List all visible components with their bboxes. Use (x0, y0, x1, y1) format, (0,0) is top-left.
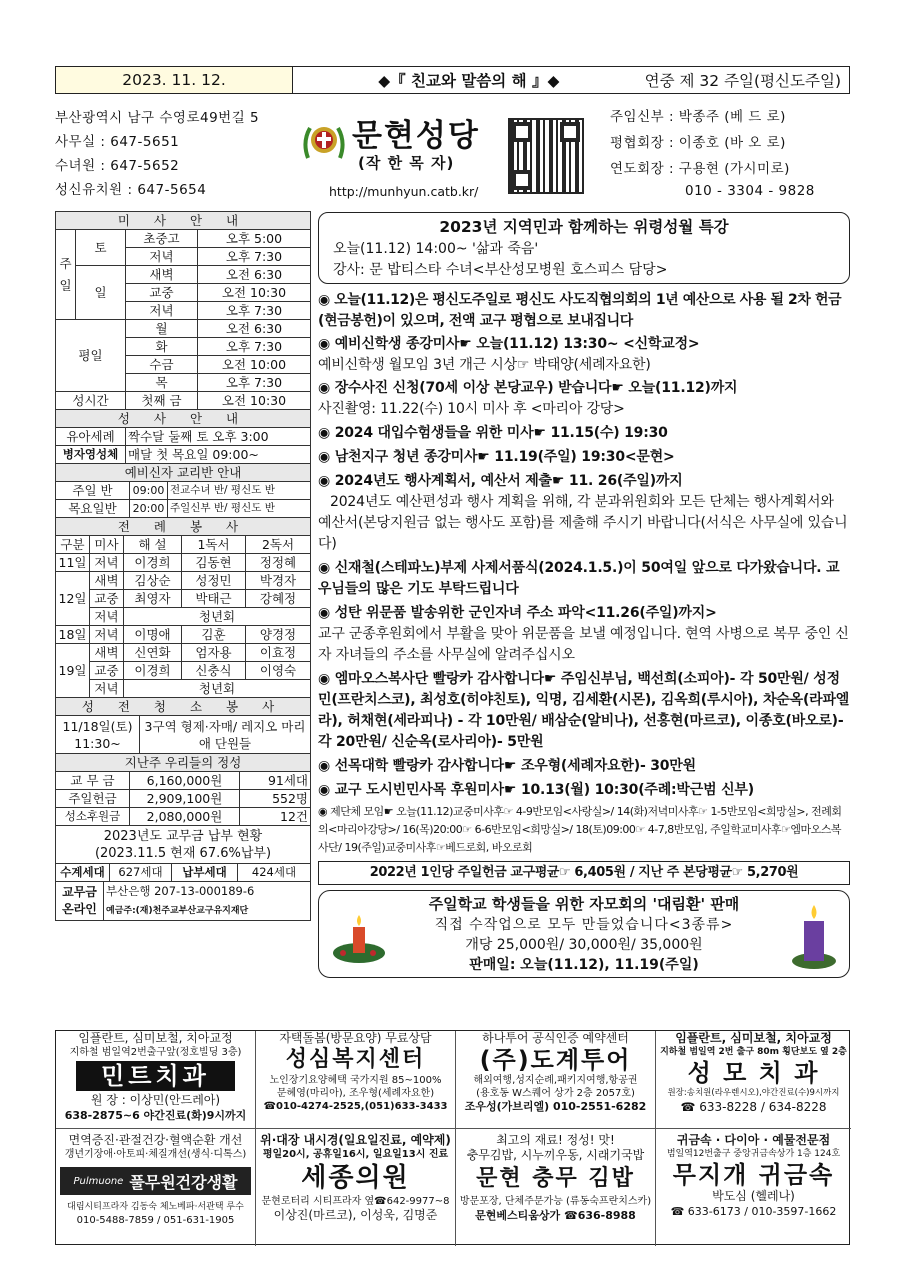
saturday-label: 토 (76, 230, 126, 266)
liturgy-commentator: 이명애 (124, 626, 182, 644)
ad-line: 조우성(가브리엘) 010-2551-6282 (464, 1100, 647, 1113)
cleaning-title: 성 전 청 소 봉 사 (56, 698, 311, 716)
ad-line: 충무김밥, 시누끼우동, 시래기국밥 (466, 1148, 645, 1162)
infant-baptism-label: 유아세례 (56, 428, 126, 446)
catechumen-title: 예비신자 교리반 안내 (56, 464, 311, 482)
sale-title: 주일학교 학생들을 위한 자모회의 '대림환' 판매 (428, 895, 740, 913)
mass-name: 화 (126, 338, 198, 356)
news-item: ◉ 제단체 모임☛ 오늘(11.12)교중미사후☞ 4-9반모임<사랑실>/ 14(화)저녁미사후☞ 1-5반모임<희망실>, 전례회의<마리아강당>/ 16(목)20:00☞ 6-6반모임<희망실>/ 18(토)09:00☞ 4-7,8반모임, 주일학교미사후☞엠마오스복사단/ 19(주일)교중미사후☞베드로회, 바오로회 (318, 805, 842, 854)
liturgy-reader2: 양경정 (246, 626, 311, 644)
ad-line: 지하철 범일역 2번 출구 80m 횡단보도 옆 2층 (660, 1047, 847, 1057)
ad-line: 원장:송치원(라우렌시오),야간진료(수)9시까지 (667, 1088, 840, 1098)
news-column (318, 212, 850, 978)
liturgy-commentator: 청년회 (124, 680, 311, 698)
advertisements (55, 1030, 850, 1245)
liturgy-reader2: 정정혜 (246, 554, 311, 572)
ad-line: 이상진(마르코), 이성욱, 김명준 (273, 1208, 438, 1222)
paid-count: 424세대 (238, 864, 311, 882)
ad-pulmuone[interactable] (56, 1129, 256, 1246)
federation-president: 연도회장 : 구용현 (가시미로) (610, 161, 790, 177)
holy-hour-label: 성시간 (56, 392, 126, 410)
ad-mint-dental[interactable] (56, 1031, 256, 1129)
ad-line: 갱년기장애·아토피·체질개선(생식·디톡스) (64, 1149, 247, 1160)
catechumen-time: 20:00 (130, 500, 168, 518)
online-info (104, 882, 311, 921)
liturgy-reader2: 강혜정 (246, 590, 311, 608)
parish-emblem-icon (300, 118, 348, 166)
bank-account: 부산은행 207-13-000189-6 (106, 884, 255, 898)
dues-status-title: 2023년도 교무금 납부 현황 (103, 828, 263, 844)
news-item: ◉ 장수사진 신청(70세 이상 본당교우) 받습니다☛ 오늘(11.12)까지 (318, 380, 738, 396)
ad-line: 자택돌봄(방문요양) 무료상담 (279, 1031, 432, 1045)
pulmuone-logo-icon: Pulmuone (73, 1175, 124, 1187)
sale-price: 개당 25,000원/ 30,000원/ 35,000원 (465, 937, 703, 953)
lecture-title: 2023년 지역민과 함께하는 위령성월 특강 (439, 218, 729, 236)
ad-seongmo-dental[interactable] (656, 1031, 851, 1129)
ad-line: 010-5488-7859 / 051-631-1905 (76, 1215, 235, 1226)
news-item: ◉ 2024년도 행사계획서, 예산서 제출☛ 11. 26(주일)까지 (318, 473, 683, 489)
pastor: 주임신부 : 박종주 (베 드 로) (610, 109, 786, 125)
account-holder: 예금주:(재)천주교부산교구유지재단 (106, 906, 249, 916)
news-item: ◉ 성탄 위문품 발송위한 군인자녀 주소 파악<11.26(주일)까지> (318, 605, 717, 621)
liturgy-commentator: 신연화 (124, 644, 182, 662)
liturgy-reader1: 김동현 (182, 554, 246, 572)
holy-hour-time: 오전 10:30 (198, 392, 311, 410)
liturgy-mass: 저녁 (90, 626, 124, 644)
mass-time: 오후 5:00 (198, 230, 311, 248)
year-theme: ◆『 친교와 말씀의 해 』◆ (378, 72, 560, 90)
liturgy-mass: 저녁 (90, 680, 124, 698)
dues-status-sub: (2023.11.5 현재 67.6%납부) (94, 845, 272, 861)
liturgy-reader1: 엄자용 (182, 644, 246, 662)
ad-name: 무지개 귀금속 (672, 1161, 835, 1189)
mass-time: 오후 7:30 (198, 302, 311, 320)
lecture-banner (318, 212, 850, 284)
ad-line: 박도심 (헬레나) (712, 1189, 795, 1203)
sunday-group-label: 주일 (56, 230, 76, 320)
advent-wreath-sale (318, 890, 850, 978)
sick-communion-value: 매달 첫 목요일 09:00~ (126, 446, 311, 464)
ad-line: 최고의 재료! 정성! 맛! (496, 1133, 615, 1147)
mass-time: 오후 7:30 (198, 338, 311, 356)
ad-chungmu-gimbap[interactable] (456, 1129, 656, 1246)
office-phone: 사무실 : 647-5651 (55, 134, 180, 150)
holy-hour-day: 첫째 금 (126, 392, 198, 410)
liturgy-mass: 교중 (90, 590, 124, 608)
parish-contact (55, 106, 295, 202)
ad-line: 노인장기요양혜택 국가지원 85~100% (269, 1075, 442, 1086)
offering-count: 552명 (240, 790, 311, 808)
offering-count: 91세대 (240, 772, 311, 790)
left-column (55, 211, 311, 921)
council-president: 평협회장 : 이종호 (바 오 로) (610, 135, 786, 151)
parish-address: 부산광역시 남구 수영로49번길 5 (55, 110, 260, 126)
mass-title: 미 사 안 내 (56, 212, 311, 230)
liturgy-reader1: 박태근 (182, 590, 246, 608)
cleaning-desc: 3구역 형제·자매/ 레지오 마리애 단원들 (140, 716, 311, 754)
catechumen-table (55, 481, 311, 518)
liturgy-commentator: 이경희 (124, 662, 182, 680)
liturgy-table (55, 517, 311, 716)
news-item: ◉ 2024 대입수험생들을 위한 미사☛ 11.15(수) 19:30 (318, 425, 668, 441)
sick-communion-label: 병자영성체 (56, 446, 126, 464)
liturgical-week: 연중 제 32 주일(평신도주일) (644, 72, 841, 90)
liturgy-header: 미사 (90, 536, 124, 554)
liturgy-reader1: 김훈 (182, 626, 246, 644)
sunday-label: 일 (76, 266, 126, 320)
ad-name: 풀무원건강생활 (129, 1172, 238, 1192)
offering-count: 12건 (240, 808, 311, 826)
mass-name: 저녁 (126, 248, 198, 266)
news-item: 예비신학생 월모임 3년 개근 시상☞ 박태양(세례자요한) (318, 357, 651, 373)
ad-rainbow-jewelry[interactable] (656, 1129, 851, 1246)
ad-line: ☎010-4274-2525,(051)633-3433 (263, 1101, 448, 1112)
catechumen-desc: 전교수녀 반/ 평신도 반 (168, 482, 311, 500)
mass-name: 목 (126, 374, 198, 392)
ad-line: 평일20시, 공휴일16시, 일요일13시 진료 (262, 1149, 449, 1160)
liturgy-reader1: 신충식 (182, 662, 246, 680)
liturgy-header: 2독서 (246, 536, 311, 554)
convent-phone: 수녀원 : 647-5652 (55, 158, 180, 174)
lecture-time: 오늘(11.12) 14:00~ '삶과 죽음' (333, 241, 539, 257)
liturgy-header: 구분 (56, 536, 90, 554)
mass-name: 초중고 (126, 230, 198, 248)
ad-line: 원 장 : 이상민(안드레아) (90, 1093, 221, 1107)
registered-count: 627세대 (110, 864, 172, 882)
news-item: ◉ 선목대학 빨랑카 감사합니다☛ 조우형(세례자요한)- 30만원 (318, 758, 696, 774)
offering-amount: 2,080,000원 (130, 808, 240, 826)
liturgy-commentator: 김상순 (124, 572, 182, 590)
cleaning-date: 11/18일(토) 11:30~ (56, 716, 140, 754)
ad-name: 성 모 치 과 (687, 1058, 820, 1087)
liturgy-title: 전 례 봉 사 (56, 518, 311, 536)
sacraments-title: 성 사 안 내 (56, 410, 311, 428)
news-item: ◉ 오늘(11.12)은 평신도주일로 평신도 사도직협의회의 1년 예산으로 사용 될 2차 헌금(현금봉헌)이 있으며, 전액 교구 평협으로 보내집니다 (318, 292, 842, 329)
ad-line: 대림시티프라자 김동숙 체노베파·서관택 루수 (67, 1202, 244, 1212)
mass-name: 수금 (126, 356, 198, 374)
mass-time: 오전 6:30 (198, 266, 311, 284)
news-item: 사진촬영: 11.22(수) 10시 미사 후 <마리아 강당> (318, 401, 625, 417)
ad-line: 방문포장, 단체주문가능 (류동숙프란치스카) (459, 1196, 652, 1207)
liturgy-mass: 새벽 (90, 644, 124, 662)
ad-line: 지하철 범일역2번출구앞(정호빌딩 3층) (69, 1047, 242, 1058)
parish-name: 문현성당 (352, 118, 480, 154)
liturgy-mass: 저녁 (90, 608, 124, 626)
sale-desc: 직접 수작업으로 모두 만들었습니다<3종류> (434, 917, 734, 933)
liturgy-mass: 새벽 (90, 572, 124, 590)
offering-amount: 2,909,100원 (130, 790, 240, 808)
ad-line: (용호동 W스퀘어 상가 2층 2057호) (476, 1088, 635, 1099)
title-bar (55, 66, 850, 94)
advent-wreath-icon (329, 907, 389, 967)
offering-average: 2022년 1인당 주일헌금 교구평균☞ 6,405원 / 지난 주 본당평균☞ 5,270원 (318, 861, 850, 885)
ad-line: ☎ 633-8228 / 634-8228 (680, 1100, 827, 1114)
offering-table (55, 771, 311, 864)
liturgy-mass: 저녁 (90, 554, 124, 572)
liturgy-day: 19일 (56, 644, 90, 698)
ad-line: 위·대장 내시경(일요일진료, 예약제) (260, 1133, 451, 1147)
liturgy-mass: 교중 (90, 662, 124, 680)
offering-title: 지난주 우리들의 정성 (56, 754, 311, 772)
ad-line: 면역증진·관절건강·혈액순환 개선 (68, 1133, 243, 1147)
ad-line: 귀금속 · 다이아 · 예물전문점 (676, 1133, 831, 1147)
paid-label: 납부세대 (172, 864, 238, 882)
news-item: 2024년도 예산편성과 행사 계획을 위해, 각 분과위원회와 모든 단체는 행사계획서와 예산서(본당지원금 없는 행사도 포함)를 제출해 주시기 바랍니다(서식은 사무실에 있습니다) (318, 494, 848, 552)
bulletin-date: 2023. 11. 12. (56, 67, 293, 93)
offering-label: 주일헌금 (56, 790, 130, 808)
mass-time: 오후 7:30 (198, 374, 311, 392)
liturgy-reader2: 이영숙 (246, 662, 311, 680)
mass-name: 저녁 (126, 302, 198, 320)
mass-name: 새벽 (126, 266, 198, 284)
liturgy-reader2: 박경자 (246, 572, 311, 590)
dues-households (55, 863, 311, 882)
ad-line: 문현베스티움상가 ☎636-8988 (475, 1209, 636, 1222)
infant-baptism-value: 짝수달 둘째 토 오후 3:00 (126, 428, 311, 446)
purple-candle-icon (789, 901, 839, 971)
dues-status (56, 826, 311, 864)
online-label: 교무금 온라인 (56, 882, 104, 921)
mass-time: 오전 6:30 (198, 320, 311, 338)
liturgy-commentator: 청년회 (124, 608, 311, 626)
liturgy-reader1: 성정민 (182, 572, 246, 590)
mass-name: 월 (126, 320, 198, 338)
ad-name: 민트치과 (76, 1061, 235, 1091)
qr-code-icon[interactable] (508, 118, 584, 194)
catechumen-time: 09:00 (130, 482, 168, 500)
news-item: ◉ 신재철(스테파노)부제 사제서품식(2024.1.5.)이 50여일 앞으로 다가왔습니다. 교우님들의 많은 기도 부탁드립니다 (318, 560, 840, 597)
liturgy-commentator: 이경희 (124, 554, 182, 572)
liturgy-day: 12일 (56, 572, 90, 626)
kindergarten-phone: 성신유치원 : 647-5654 (55, 182, 207, 198)
federation-phone: 010 - 3304 - 9828 (685, 183, 815, 199)
liturgy-day: 18일 (56, 626, 90, 644)
ad-line: 638-2875~6 야간진료(화)9시까지 (64, 1109, 247, 1122)
liturgy-commentator: 최영자 (124, 590, 182, 608)
liturgy-header: 1독서 (182, 536, 246, 554)
ad-seongsim-welfare[interactable] (256, 1031, 456, 1129)
news-item: ◉ 남천지구 청년 종강미사☛ 11.19(주일) 19:30<문현> (318, 449, 675, 465)
ad-dogye-tour[interactable] (456, 1031, 656, 1129)
ad-sejong-clinic[interactable] (256, 1129, 456, 1246)
news-item: ◉ 예비신학생 종강미사☛ 오늘(11.12) 13:30~ <신학교정> (318, 336, 700, 352)
weekday-label: 평일 (56, 320, 126, 392)
ad-name: 문현 충무 김밥 (476, 1166, 635, 1191)
ad-line: 임플란트, 심미보철, 치아교정 (675, 1031, 832, 1045)
catechumen-desc: 주일신부 반/ 평신도 반 (168, 500, 311, 518)
ad-line: 문혜영(마리아), 조우형(세례자요한) (276, 1088, 435, 1099)
liturgy-day: 11일 (56, 554, 90, 572)
mass-schedule (55, 211, 311, 482)
offering-amount: 6,160,000원 (130, 772, 240, 790)
lecture-speaker: 강사: 문 밥티스타 수녀<부산성모병원 호스피스 담당> (333, 262, 668, 278)
mass-time: 오전 10:00 (198, 356, 311, 374)
news-item: 교구 군종후원회에서 부활을 맞아 위문품을 보낼 예정입니다. 현역 사병으로 복무 중인 신자 자녀들의 주소를 사무실에 알려주십시오 (318, 626, 849, 663)
offering-label: 성소후원금 (56, 808, 130, 826)
ad-line: 하나투어 공식인증 예약센터 (482, 1031, 629, 1045)
ad-name: 세종의원 (301, 1163, 410, 1193)
ad-line: 해외여행,성지순례,패키지여행,항공권 (473, 1075, 638, 1086)
mass-name: 교중 (126, 284, 198, 302)
parish-officers (610, 104, 850, 200)
news-item: ◉ 엠마오스복사단 빨랑카 감사합니다☛ 주임신부님, 백선희(소피아)- 각 50만원/ 성정민(프란치스코), 최성호(히야친토), 익명, 김세환(시몬), 김옥희(루시아), 차순옥(라파엘라), 허채현(세라피나) - 각 10만원/ 배삼순(알비나), 선홍현(마르코), 이종호(바오로)- 각 20만원/ 신순옥(로사리아)- 5만원 (318, 671, 850, 750)
liturgy-header: 해 설 (124, 536, 182, 554)
cleaning-table (55, 715, 311, 772)
ad-line: 범일역12번출구 중앙귀금속상가 1층 124호 (666, 1149, 841, 1159)
mass-time: 오후 7:30 (198, 248, 311, 266)
news-item: ◉ 교구 도시빈민사목 후원미사☛ 10.13(월) 10:30(주례:박근범 신부) (318, 782, 754, 798)
sale-date: 판매일: 오늘(11.12), 11.19(주일) (469, 957, 699, 973)
parish-subtitle: (작 한 목 자) (358, 154, 455, 172)
ad-name: 성심복지센터 (285, 1047, 426, 1072)
liturgy-reader2: 이효정 (246, 644, 311, 662)
ad-line: 문현로터리 시티프라자 옆☎642-9977~8 (261, 1196, 450, 1207)
catechumen-day: 주일 반 (56, 482, 130, 500)
registered-label: 수계세대 (56, 864, 110, 882)
ad-line: ☎ 633-6173 / 010-3597-1662 (670, 1205, 837, 1218)
news-items (318, 290, 850, 857)
offering-label: 교 무 금 (56, 772, 130, 790)
ad-name: (주)도계투어 (479, 1046, 632, 1074)
ad-line: 임플란트, 심미보철, 치아교정 (78, 1031, 233, 1045)
parish-url[interactable]: http://munhyun.catb.kr/ (329, 184, 479, 199)
online-account (55, 881, 311, 921)
catechumen-day: 목요일반 (56, 500, 130, 518)
mass-time: 오전 10:30 (198, 284, 311, 302)
